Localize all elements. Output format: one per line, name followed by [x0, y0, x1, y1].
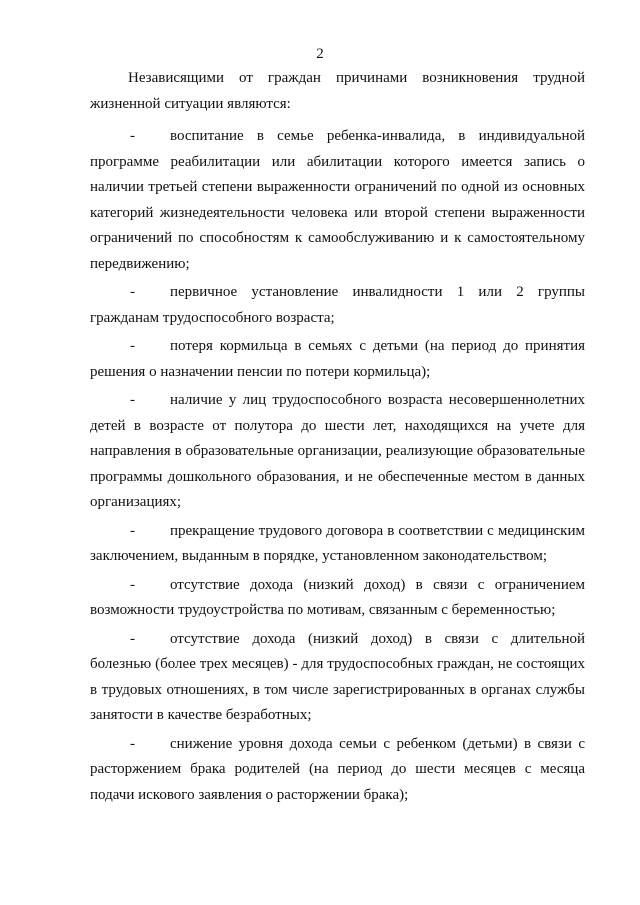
list-item [90, 334, 585, 385]
list-item [90, 280, 585, 331]
page-number: 2 [316, 46, 324, 62]
list-bullet: - [130, 522, 135, 539]
list-item-text: первичное установление инвалидности 1 или 2 группы гражданам трудоспособного возраста; [90, 284, 585, 326]
list-bullet: - [130, 338, 135, 354]
list-item-text: потеря кормильца в семьях с детьми (на период до принятия решения о назначении пенсии по потери кормильца); [90, 338, 585, 380]
list-item [90, 732, 585, 809]
document-body [90, 66, 585, 808]
intro-paragraph: Независящими от граждан причинами возникновения трудной жизненной ситуации являются: [90, 70, 585, 112]
list-item-text: наличие у лиц трудоспособного возраста несовершеннолетних детей в возрасте от полутора до шести лет, находящихся на учете для направления в образовательные организации, реализующие образовательные программы дошкольного образования, и не обеспеченные местом в данных организациях; [90, 392, 585, 510]
list-item [90, 519, 585, 570]
list-bullet: - [130, 284, 135, 300]
list-item [90, 627, 585, 729]
list-item [90, 388, 585, 516]
list-item-text: прекращение трудового договора в соответствии с медицинским заключением, выданным в порядке, установленном законодательством; [90, 522, 585, 564]
list-item [90, 573, 585, 624]
list-item-text: воспитание в семье ребенка-инвалида, в индивидуальной программе реабилитации или абилитации которого имеется запись о наличии третьей степени выраженности ограничений по одной из основных категорий жизнедеятельности человека или второй степени выраженности ограничений по способностям к самообслуживанию и к самостоятельному передвижению; [90, 128, 585, 272]
list-bullet: - [130, 630, 135, 647]
list-bullet: - [130, 128, 135, 144]
list-bullet: - [130, 735, 135, 752]
list-bullet: - [130, 576, 135, 593]
list-item-text: снижение уровня дохода семьи с ребенком (детьми) в связи с расторжением брака родителей (на период до шести месяцев с месяца подачи искового заявления о расторжении брака); [90, 735, 585, 803]
list-item-text: отсутствие дохода (низкий доход) в связи с ограничением возможности трудоустройства по мотивам, связанным с беременностью; [90, 576, 585, 618]
list-bullet: - [130, 392, 135, 408]
list-item [90, 124, 585, 277]
list-item-text: отсутствие дохода (низкий доход) в связи с длительной болезнью (более трех месяцев) - для трудоспособных граждан, не состоящих в трудовых отношениях, в том числе зарегистрированных в органах службы занятости в качестве безработных; [90, 630, 585, 723]
